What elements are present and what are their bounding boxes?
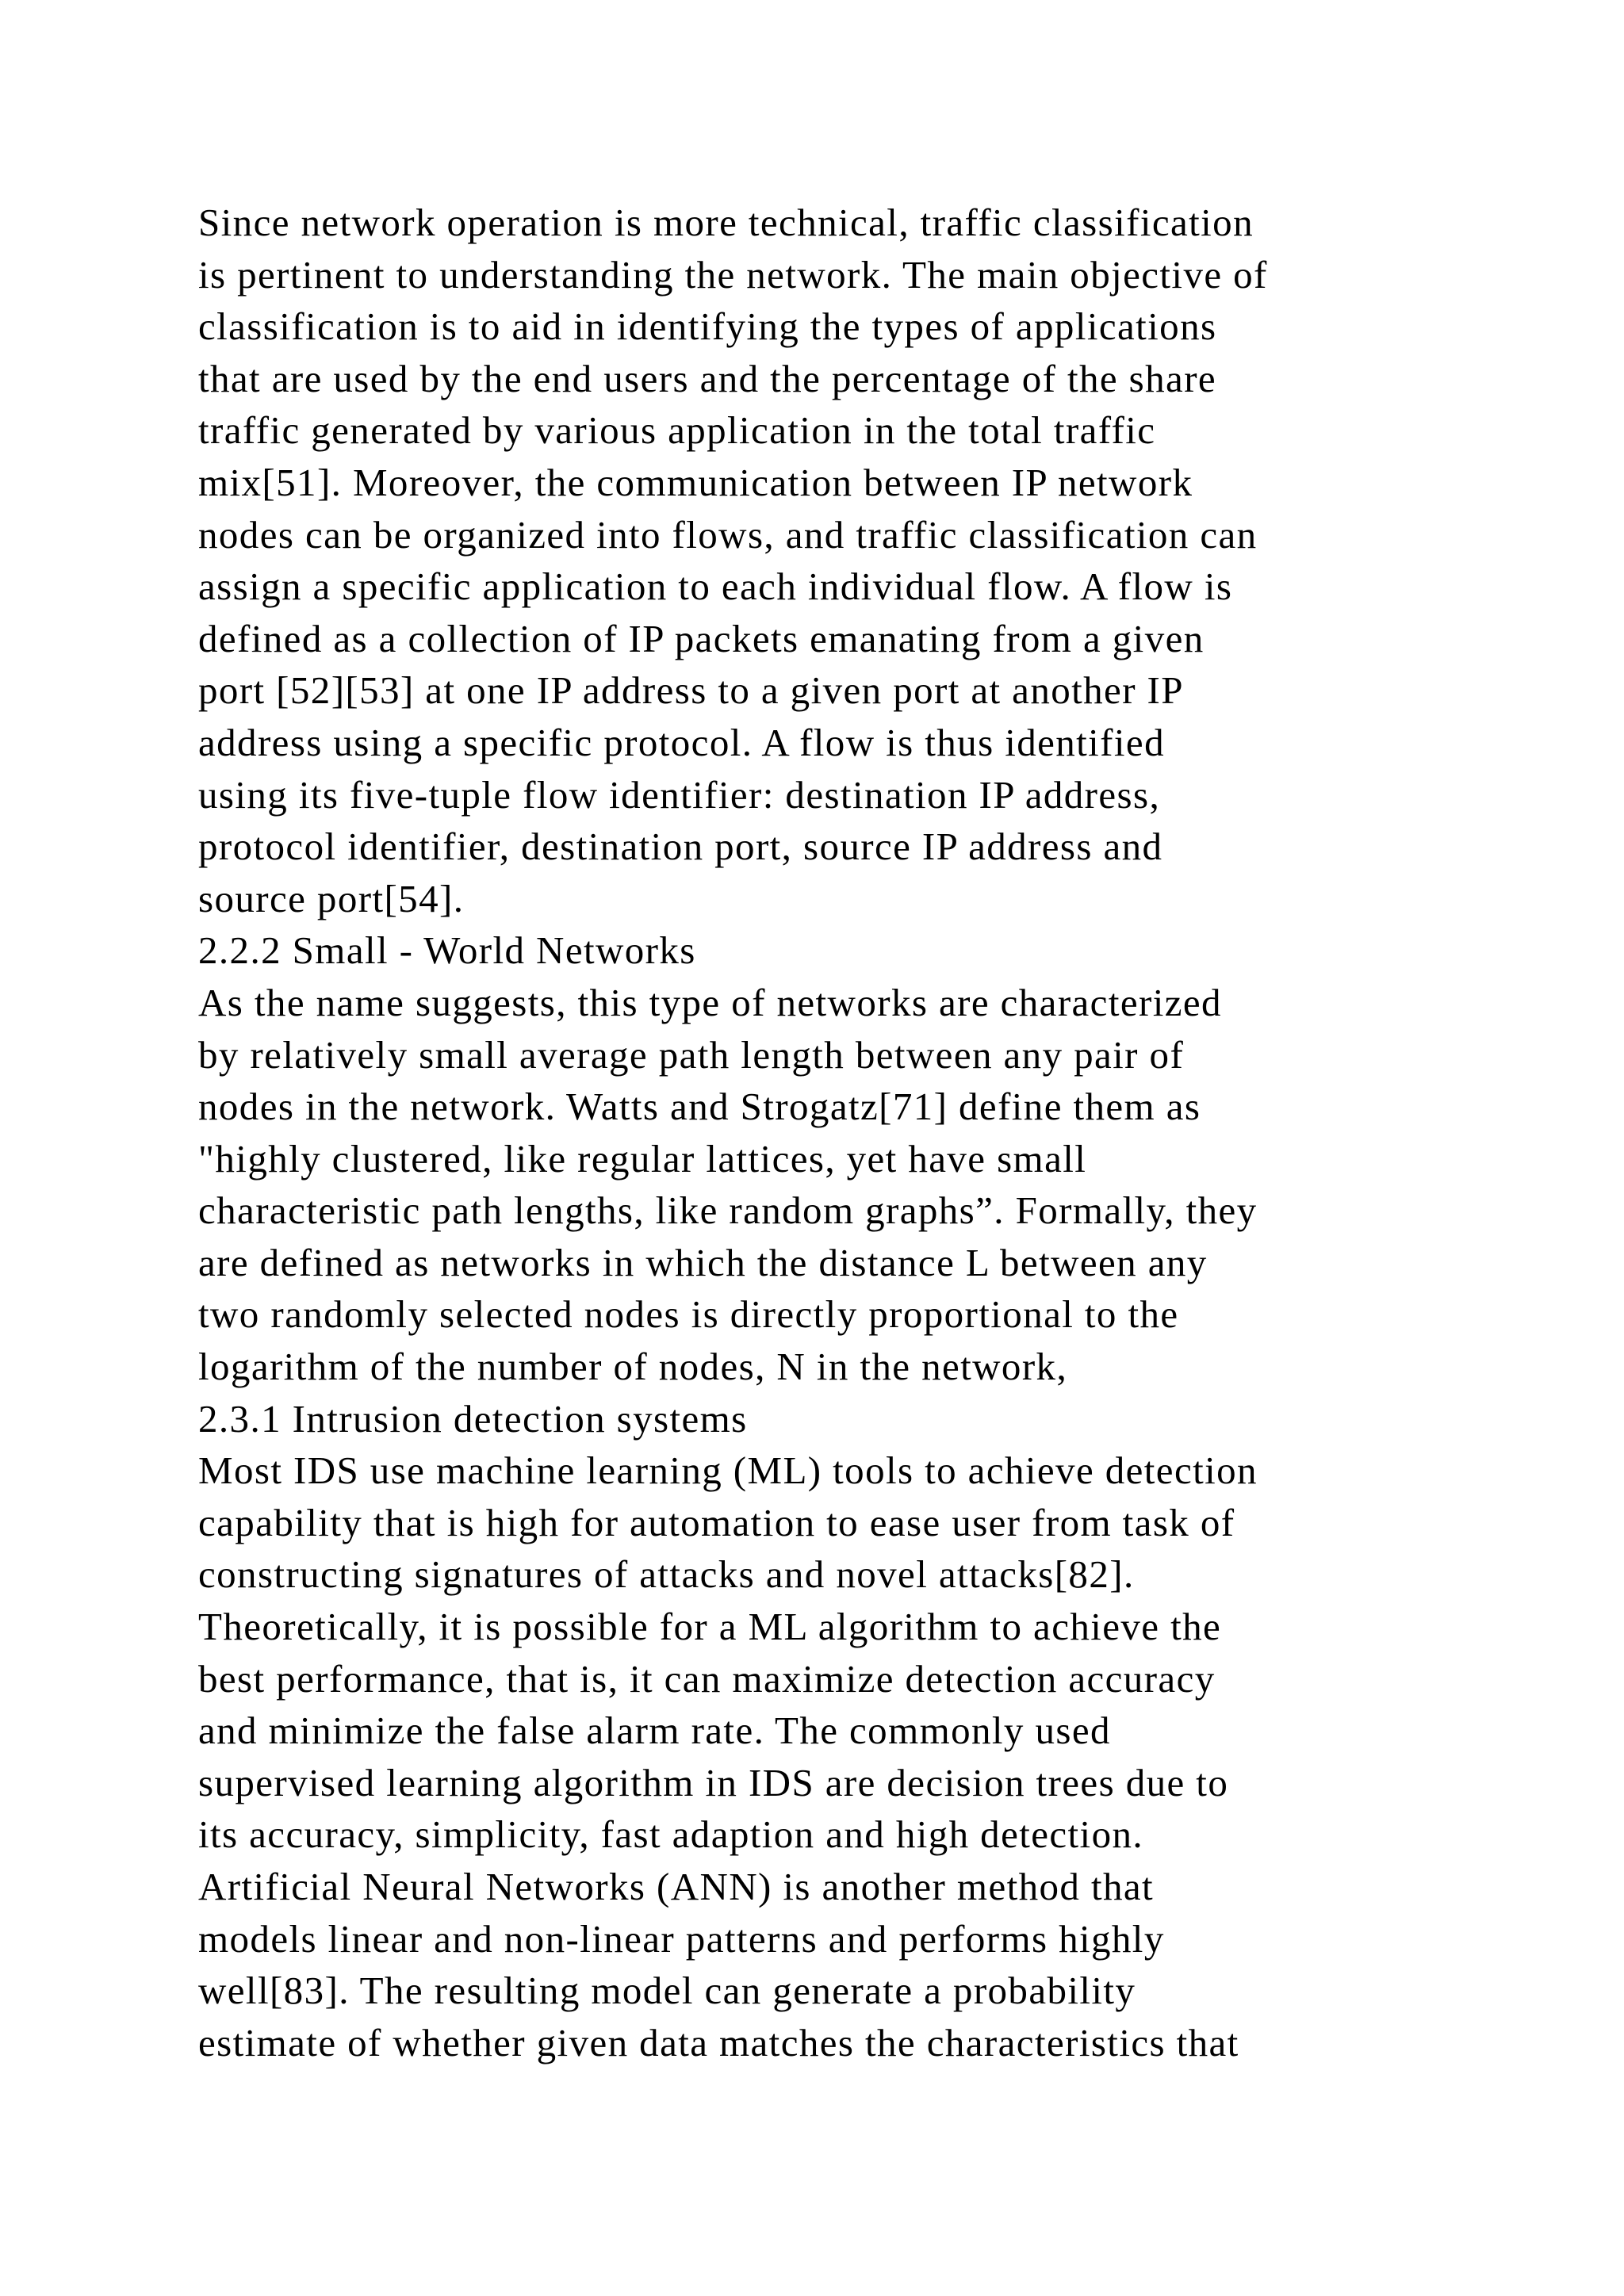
text-line: Artificial Neural Networks (ANN) is another method that	[198, 1865, 1155, 1908]
text-line: capability that is high for automation to ease user from task of	[198, 1500, 1235, 1544]
text-line: that are used by the end users and the percentage of the share	[198, 356, 1217, 400]
text-line: logarithm of the number of nodes, N in the network,	[198, 1345, 1068, 1389]
text-line: Since network operation is more technical, traffic classification	[198, 201, 1254, 244]
text-line: its accuracy, simplicity, fast adaption and high detection.	[198, 1812, 1144, 1857]
text-line: well[83]. The resulting model can generate a probability	[198, 1969, 1136, 2013]
text-line: classification is to aid in identifying the types of applications	[198, 304, 1217, 349]
text-line: As the name suggests, this type of networks are characterized	[198, 980, 1222, 1024]
text-line: best performance, that is, it can maximize detection accuracy	[198, 1656, 1216, 1701]
text-line: models linear and non-linear patterns and performs highly	[198, 1916, 1165, 1961]
text-line: defined as a collection of IP packets emanating from a given	[198, 616, 1205, 660]
section-heading: 2.2.2 Small - World Networks	[198, 928, 696, 973]
text-line: mix[51]. Moreover, the communication between IP network	[198, 460, 1193, 504]
text-line: using its five-tuple flow identifier: destination IP address,	[198, 772, 1161, 817]
text-line: nodes in the network. Watts and Strogatz[71] define them as	[198, 1085, 1201, 1129]
text-line: Most IDS use machine learning (ML) tools to achieve detection	[198, 1448, 1258, 1493]
section-heading: 2.3.1 Intrusion detection systems	[198, 1396, 748, 1441]
text-line: port [52][53] at one IP address to a given port at another IP	[198, 668, 1184, 713]
text-line: assign a specific application to each individual flow. A flow is	[198, 564, 1233, 609]
text-line: supervised learning algorithm in IDS are decision trees due to	[198, 1760, 1229, 1804]
text-line: "highly clustered, like regular lattices, yet have small	[198, 1136, 1087, 1181]
body-text	[198, 197, 1467, 2068]
text-line: is pertinent to understanding the network. The main objective of	[198, 252, 1268, 297]
text-line: are defined as networks in which the distance L between any	[198, 1240, 1208, 1284]
text-line: two randomly selected nodes is directly proportional to the	[198, 1292, 1179, 1337]
text-line: source port[54].	[198, 876, 465, 920]
text-line: constructing signatures of attacks and novel attacks[82].	[198, 1552, 1135, 1597]
text-line: by relatively small average path length between any pair of	[198, 1032, 1185, 1077]
text-line: and minimize the false alarm rate. The commonly used	[198, 1709, 1111, 1753]
text-line: address using a specific protocol. A flow is thus identified	[198, 720, 1165, 764]
text-line: protocol identifier, destination port, source IP address and	[198, 825, 1163, 869]
text-line: nodes can be organized into flows, and traffic classification can	[198, 512, 1258, 557]
text-line: estimate of whether given data matches the characteristics that	[198, 2020, 1239, 2064]
text-line: characteristic path lengths, like random graphs”. Formally, they	[198, 1188, 1258, 1233]
text-line: traffic generated by various application in the total traffic	[198, 408, 1156, 453]
text-line: Theoretically, it is possible for a ML algorithm to achieve the	[198, 1605, 1222, 1649]
